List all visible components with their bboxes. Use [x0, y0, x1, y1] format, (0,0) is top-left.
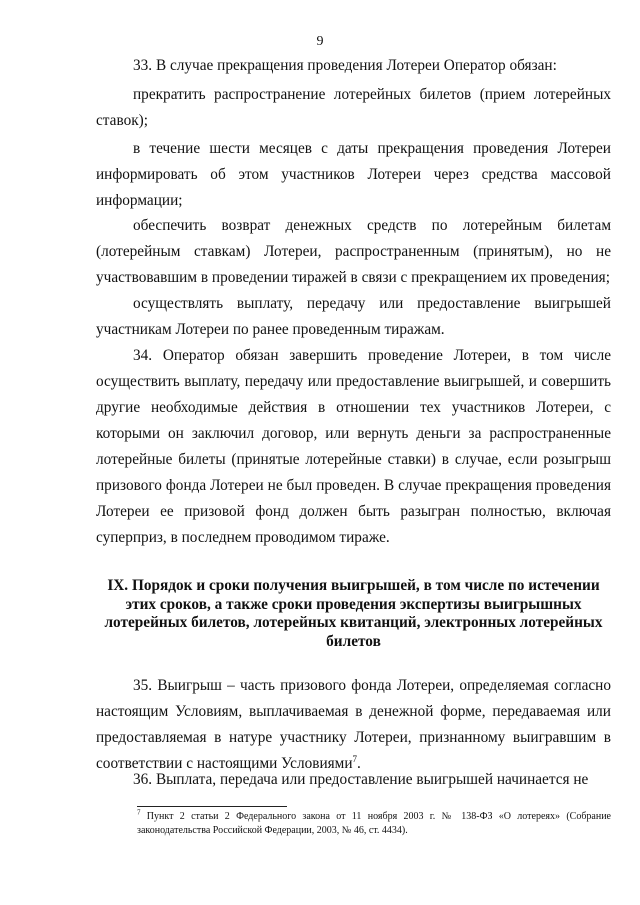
footnote-divider — [137, 806, 287, 807]
paragraph-36: 36. Выплата, передача или предоставление выигрышей начинается не — [133, 771, 589, 788]
paragraph-35-end: . — [357, 755, 361, 772]
paragraph-33-intro: 33. В случае прекращения проведения Лотереи Оператор обязан: — [133, 57, 557, 74]
page-number: 9 — [316, 34, 324, 49]
footnote-reference: 7 — [352, 753, 358, 764]
paragraph-35-text: 35. Выигрыш – часть призового фонда Лотереи, определяемая согласно настоящим Условиям, выплачиваемая в денежной форме, передаваемая или предоставляемая в натуре участнику Лотереи, признанному выигравшим в соответствии с настоящими Условиями — [96, 677, 611, 772]
paragraph-33-item-4: осуществлять выплату, передачу или предоставление выигрышей участникам Лотереи по ранее проведенным тиражам. — [96, 295, 611, 338]
footnote — [137, 810, 611, 838]
footnote-text: Пункт 2 статьи 2 Федерального закона от 11 ноября 2003 г. № 138-ФЗ «О лотереях» (Собрание законодательства Российской Федерации, 2003, № 46, ст. 4434). — [137, 811, 611, 836]
footnote-marker: 7 — [137, 808, 141, 817]
paragraph-35 — [96, 673, 611, 777]
paragraph-34: 34. Оператор обязан завершить проведение Лотереи, в том числе осуществить выплату, передачу или предоставление выигрышей, и совершить другие необходимые действия в отношении тех участников Лотереи, с которыми он заключил договор, или вернуть деньги за распространенные лотерейные билеты (принятые лотерейные ставки) в случае, если розыгрыш призового фонда Лотереи не был проведен. В случае прекращения проведения Лотереи ее призовой фонд должен быть разыгран полностью, включая суперприз, в последнем проводимом тираже. — [96, 347, 611, 546]
section-heading-ix: IX. Порядок и сроки получения выигрышей, в том числе по истечении этих сроков, а также сроки проведения экспертизы выигрышных лотерейных билетов, лотерейных квитанций, электронных лотерейных билетов — [104, 577, 603, 650]
paragraph-33-item-1: прекратить распространение лотерейных билетов (прием лотерейных ставок); — [96, 86, 611, 129]
paragraph-33-item-2: в течение шести месяцев с даты прекращения проведения Лотереи информировать об этом участников Лотереи через средства массовой информации; — [96, 140, 611, 209]
paragraph-33-item-3: обеспечить возврат денежных средств по лотерейным билетам (лотерейным ставкам) Лотереи, распространенным (принятым), но не участвовавшим в проведении тиражей в связи с прекращением их проведения; — [96, 217, 611, 286]
